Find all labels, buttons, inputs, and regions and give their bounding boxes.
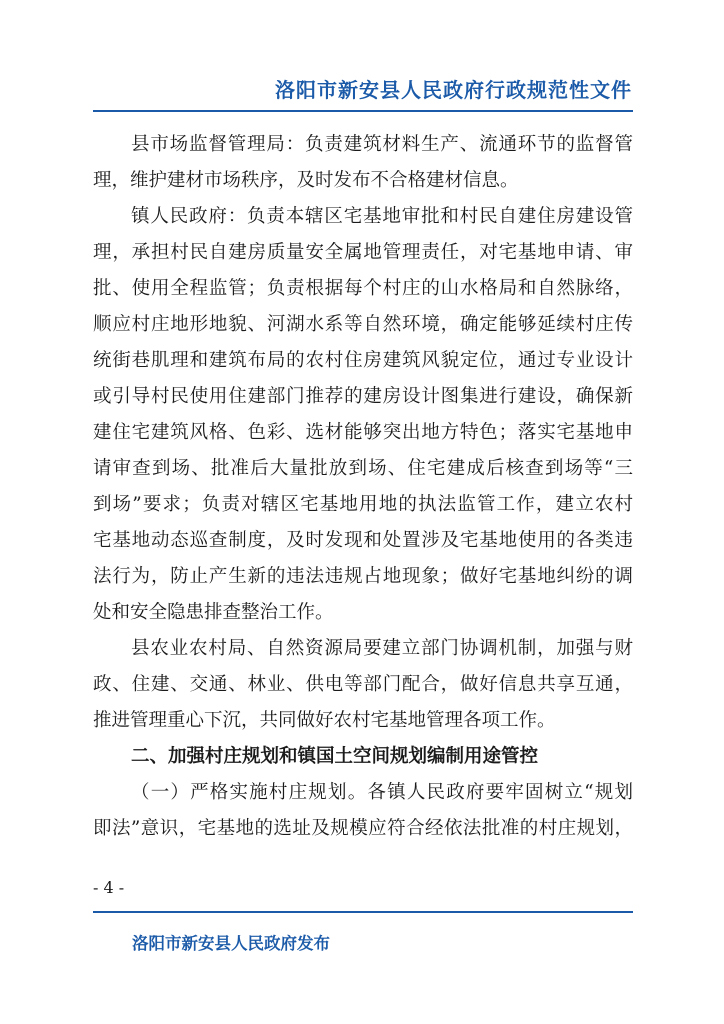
body-line: 到场”要求；负责对辖区宅基地用地的执法监管工作，建立农村: [93, 494, 633, 515]
body-line: 顺应村庄地形地貌、河湖水系等自然环境，确定能够延续村庄传: [93, 314, 633, 335]
body-line: 县市场监督管理局：负责建筑材料生产、流通环节的监督管: [131, 134, 633, 155]
body-line: 宅基地动态巡查制度，及时发现和处置涉及宅基地使用的各类违: [93, 530, 633, 551]
header-title: 洛阳市新安县人民政府行政规范性文件: [275, 78, 632, 102]
body-line: 理，维护建材市场秩序，及时发布不合格建材信息。: [93, 170, 519, 191]
body-line: 批、使用全程监管；负责根据每个村庄的山水格局和自然脉络，: [93, 278, 633, 299]
body-line: 理，承担村民自建房质量安全属地管理责任，对宅基地申请、审: [93, 242, 633, 263]
footer-divider: [93, 911, 633, 913]
section-heading: 二、加强村庄规划和镇国土空间规划编制用途管控: [131, 746, 539, 767]
body-line: 统街巷肌理和建筑布局的农村住房建筑风貌定位，通过专业设计: [93, 350, 633, 371]
body-line: 县农业农村局、自然资源局要建立部门协调机制，加强与财: [131, 638, 633, 659]
body-line: （一）严格实施村庄规划。各镇人民政府要牢固树立“规划: [131, 782, 633, 803]
body-line: 请审查到场、批准后大量批放到场、住宅建成后核查到场等“三: [93, 458, 633, 479]
footer-publisher: 洛阳市新安县人民政府发布: [132, 934, 330, 953]
body-line: 镇人民政府：负责本辖区宅基地审批和村民自建住房建设管: [131, 206, 633, 227]
header-divider: [93, 110, 633, 112]
page-number: - 4 -: [93, 878, 125, 897]
body-line: 建住宅建筑风格、色彩、选材能够突出地方特色；落实宅基地申: [93, 422, 633, 443]
body-line: 法行为，防止产生新的违法违规占地现象；做好宅基地纠纷的调: [93, 566, 633, 587]
body-line: 即法”意识，宅基地的选址及规模应符合经依法批准的村庄规划，: [93, 818, 633, 839]
body-line: 处和安全隐患排查整治工作。: [93, 602, 334, 623]
document-body: [93, 127, 633, 847]
body-line: 政、住建、交通、林业、供电等部门配合，做好信息共享互通，: [93, 674, 633, 695]
body-line: 推进管理重心下沉，共同做好农村宅基地管理各项工作。: [93, 710, 556, 731]
body-line: 或引导村民使用住建部门推荐的建房设计图集进行建设，确保新: [93, 386, 633, 407]
